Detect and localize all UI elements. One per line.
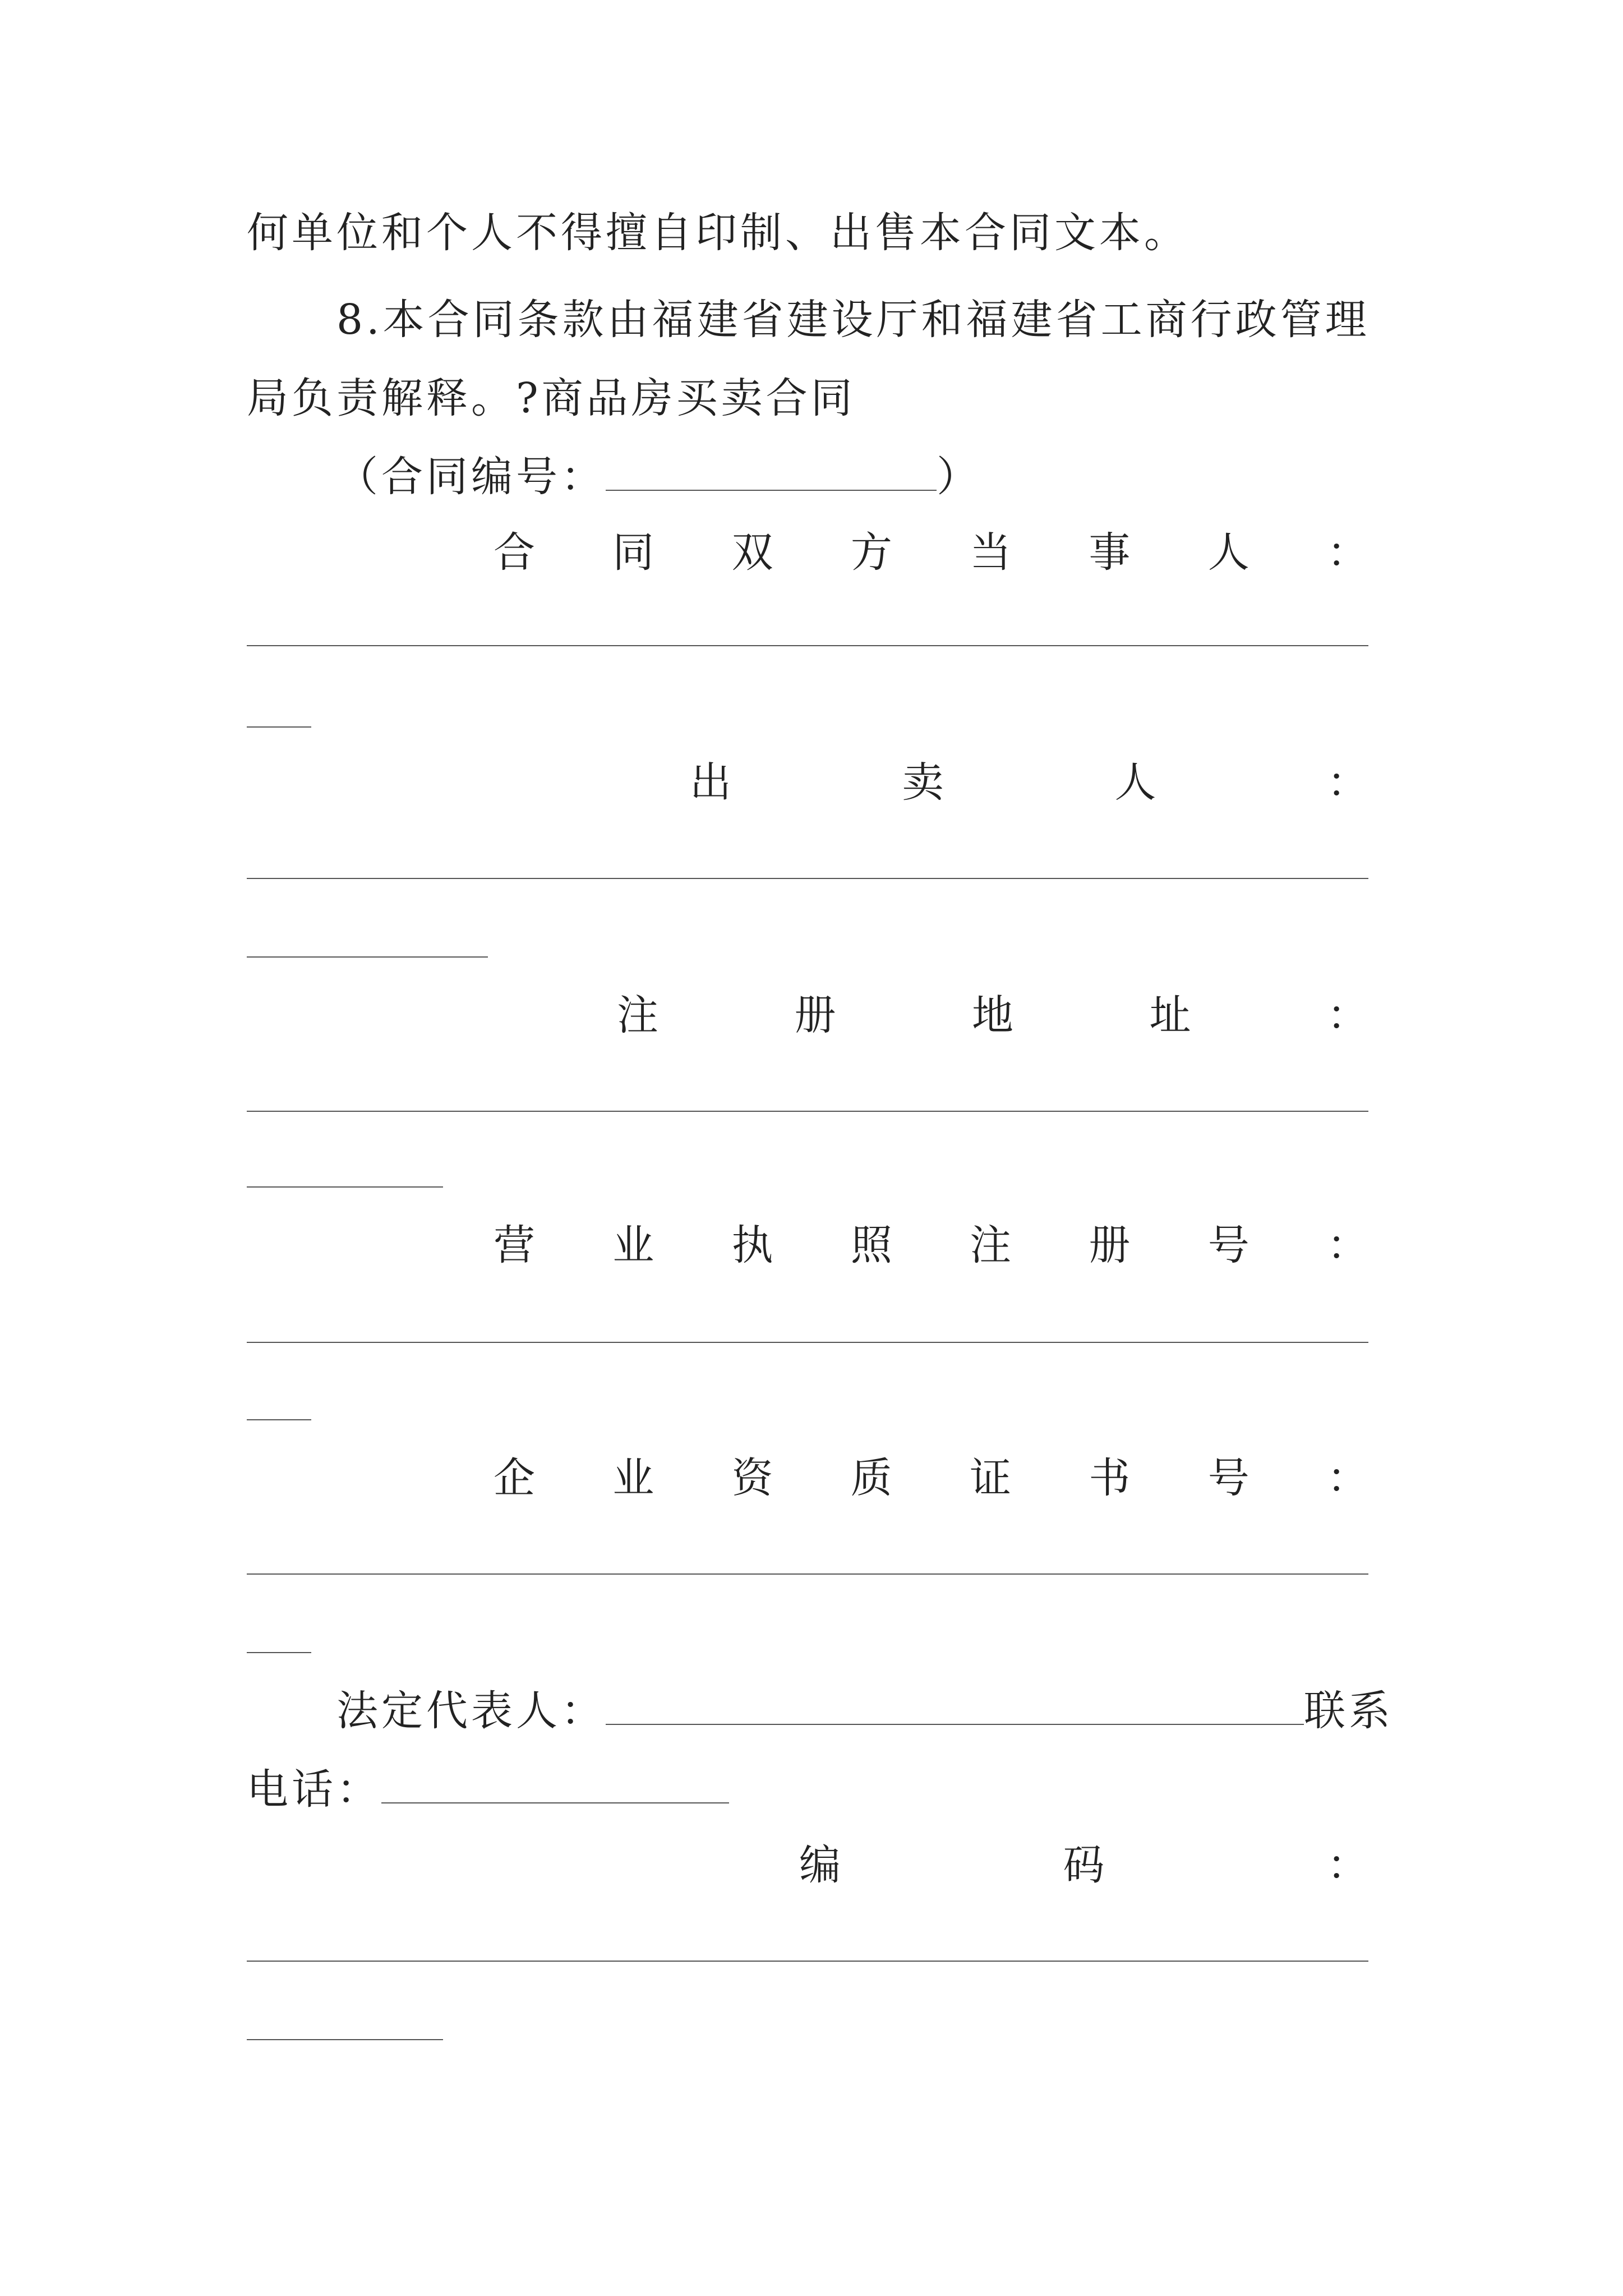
qualification-cert-blank-line-tail[interactable] <box>247 1652 311 1653</box>
postcode-label <box>799 1837 1368 1893</box>
business-license-char: ： <box>1326 1221 1368 1269</box>
qualification-cert-char: 业 <box>612 1454 654 1502</box>
parties-heading-char: 事 <box>1089 528 1131 577</box>
qualification-cert-char: 资 <box>731 1454 773 1502</box>
parties-heading-char: 双 <box>731 528 773 577</box>
postcode-blank-line-tail[interactable] <box>247 2039 443 2040</box>
registered-address-char: ： <box>1327 991 1368 1039</box>
contract-number-close: ） <box>937 453 981 501</box>
parties-blank-line-tail[interactable] <box>247 726 311 728</box>
qualification-cert-char: 企 <box>494 1454 535 1502</box>
registered-address-char: 册 <box>794 991 836 1039</box>
contract-number-line <box>336 449 981 505</box>
parties-heading-char: ： <box>1326 528 1368 577</box>
business-license-blank-line-tail[interactable] <box>247 1419 311 1420</box>
registered-address-char: 地 <box>972 991 1013 1039</box>
qualification-cert-char: 质 <box>850 1454 892 1502</box>
business-license-char: 业 <box>612 1221 654 1269</box>
business-license-char: 注 <box>970 1221 1012 1269</box>
seller-blank-line[interactable] <box>247 878 1368 879</box>
qualification-cert-char: ： <box>1326 1454 1368 1502</box>
postcode-char: 码 <box>1063 1841 1105 1889</box>
seller-label-char: ： <box>1326 758 1368 807</box>
qualification-cert-char: 号 <box>1207 1454 1249 1502</box>
parties-heading-char: 方 <box>850 528 892 577</box>
business-license-char: 营 <box>494 1221 535 1269</box>
contact-label: 联系 <box>1304 1687 1394 1735</box>
seller-label-char: 卖 <box>902 758 944 807</box>
parties-blank-line[interactable] <box>247 645 1368 646</box>
registered-address-label <box>617 987 1368 1043</box>
business-license-label <box>494 1217 1368 1273</box>
registered-address-char: 址 <box>1149 991 1191 1039</box>
seller-label <box>690 754 1368 811</box>
parties-heading-char: 同 <box>612 528 654 577</box>
registered-address-blank-line[interactable] <box>247 1111 1368 1112</box>
postcode-char: 编 <box>799 1841 841 1889</box>
phone-blank[interactable] <box>381 1769 729 1803</box>
paragraph-line-1: 何单位和个人不得擅自印制、出售本合同文本。 <box>247 209 1189 257</box>
seller-blank-line-tail[interactable] <box>247 956 488 958</box>
business-license-char: 册 <box>1089 1221 1131 1269</box>
qualification-cert-blank-line[interactable] <box>247 1573 1368 1575</box>
parties-heading-char: 合 <box>494 528 535 577</box>
business-license-char: 号 <box>1207 1221 1249 1269</box>
qualification-cert-char: 书 <box>1089 1454 1131 1502</box>
postcode-blank-line[interactable] <box>247 1961 1368 1962</box>
parties-heading-char: 人 <box>1207 528 1249 577</box>
seller-label-char: 出 <box>690 758 731 807</box>
qualification-cert-char: 证 <box>970 1454 1012 1502</box>
contract-number-label: （合同编号： <box>336 453 606 501</box>
contract-number-blank[interactable] <box>606 456 937 491</box>
registered-address-blank-line-tail[interactable] <box>247 1186 443 1188</box>
phone-label: 电话： <box>247 1765 381 1814</box>
qualification-cert-label <box>494 1450 1368 1506</box>
paragraph-line-2: 8.本合同条款由福建省建设厅和福建省工商行政管理 <box>336 296 1370 344</box>
seller-label-char: 人 <box>1114 758 1156 807</box>
parties-heading <box>494 524 1368 581</box>
business-license-blank-line[interactable] <box>247 1342 1368 1343</box>
parties-heading-char: 当 <box>970 528 1012 577</box>
postcode-char: ： <box>1327 1841 1368 1889</box>
business-license-char: 照 <box>850 1221 892 1269</box>
legal-rep-label: 法定代表人： <box>336 1687 606 1735</box>
legal-rep-blank[interactable] <box>606 1690 1304 1725</box>
registered-address-char: 注 <box>617 991 658 1039</box>
paragraph-line-3: 局负责解释。?商品房买卖合同 <box>247 374 856 422</box>
phone-line <box>247 1761 729 1818</box>
legal-rep-line <box>336 1683 1402 1739</box>
business-license-char: 执 <box>731 1221 773 1269</box>
